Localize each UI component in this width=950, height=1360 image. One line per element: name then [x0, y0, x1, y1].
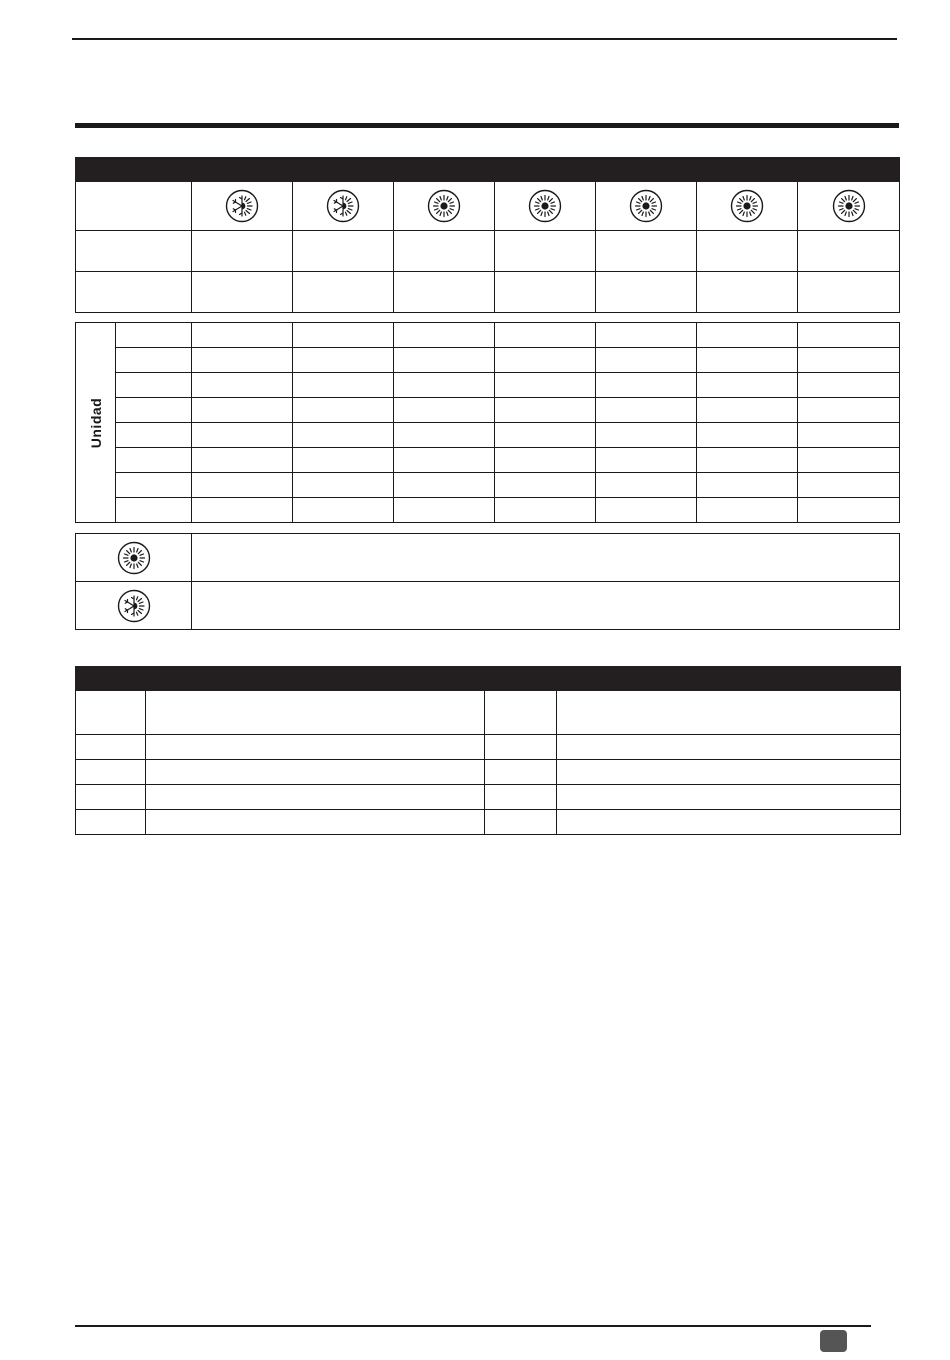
legend-row-heat-cool [76, 582, 900, 630]
table-row [76, 323, 900, 348]
code-table-header [76, 667, 901, 691]
table-row [76, 785, 901, 810]
table-row [76, 448, 900, 473]
table-row [76, 473, 900, 498]
section-divider [75, 123, 899, 128]
page-marker [820, 1330, 847, 1352]
unit-side-label: Unidad [87, 397, 104, 448]
sun-icon [832, 189, 866, 223]
table-row [76, 348, 900, 373]
mode-column-7 [798, 182, 900, 231]
mode-column-1 [192, 182, 293, 231]
sun-icon [117, 541, 151, 575]
sun-icon [528, 189, 562, 223]
legend-icon-cell [76, 582, 192, 630]
legend-table [75, 533, 900, 630]
table-row [76, 373, 900, 398]
table-row [76, 498, 900, 523]
top-rule [72, 38, 897, 40]
table-row [76, 760, 901, 785]
sun-icon [730, 189, 764, 223]
table-row [76, 735, 901, 760]
mode-icon-row [76, 182, 900, 231]
sun-icon [427, 189, 461, 223]
code-table [75, 666, 901, 835]
table-row [76, 423, 900, 448]
mode-column-3 [394, 182, 495, 231]
mode-column-6 [697, 182, 798, 231]
table-row [76, 810, 901, 835]
legend-icon-cell [76, 534, 192, 582]
mode-column-5 [596, 182, 697, 231]
sun-snowflake-icon [225, 189, 259, 223]
legend-text [192, 582, 900, 630]
mode-column-2 [293, 182, 394, 231]
mode-table-header [76, 158, 900, 182]
table-row [76, 231, 900, 272]
table-row [76, 272, 900, 313]
unit-table [75, 322, 900, 523]
sun-snowflake-icon [326, 189, 360, 223]
row-label-cell [76, 182, 192, 231]
mode-table [75, 157, 900, 313]
sun-snowflake-icon [117, 589, 151, 623]
mode-column-4 [495, 182, 596, 231]
bottom-rule [75, 1325, 871, 1327]
sun-icon [629, 189, 663, 223]
table-row [76, 691, 901, 735]
table-row [76, 398, 900, 423]
legend-row-heat [76, 534, 900, 582]
unit-side-label-cell [76, 323, 116, 523]
legend-text [192, 534, 900, 582]
